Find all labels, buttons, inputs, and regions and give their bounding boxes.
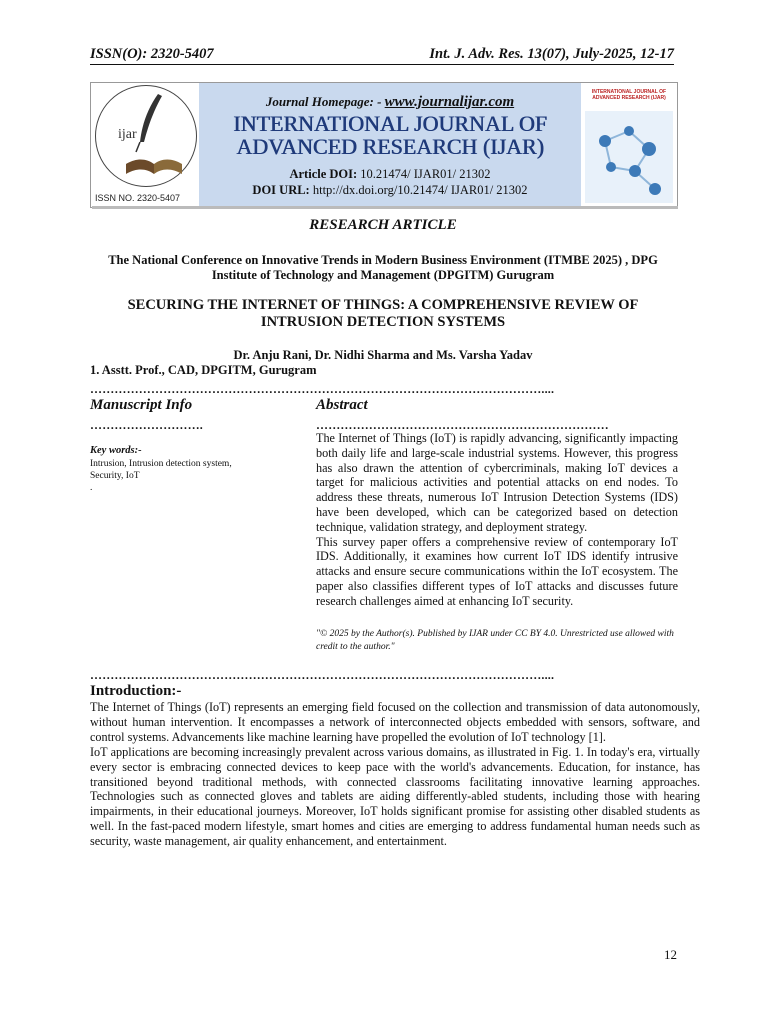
running-head-citation: Int. J. Adv. Res. 13(07), July-2025, 12-17 [429, 46, 674, 62]
article-doi-value: 10.21474/ IJAR01/ 21302 [360, 167, 491, 181]
conference-line2: Institute of Technology and Management (DPGITM) Gurugram [211, 268, 555, 282]
dotted-rule-right: ……………………………………………………………… [316, 419, 609, 431]
abstract-paragraph-2: This survey paper offers a comprehensive review of contemporary IoT IDS. Additionally, it examines how current IoT IDS identify intrusive attacks and ensure secure communications within the IoT ecosystem. The paper also classifies different types of IoT attacks and discusses future research challenges aimed at enhancing IoT security. [316, 534, 678, 608]
keywords-list [90, 458, 275, 494]
molecule-illustration [585, 111, 673, 203]
running-head-issn: ISSN(O): 2320-5407 [90, 46, 214, 62]
keywords-line2: Security, IoT [90, 471, 140, 481]
journal-logo-panel [91, 83, 198, 207]
introduction-heading: Introduction:- [90, 683, 182, 699]
logo-wordmark: ijar [118, 127, 137, 142]
logo-issn: ISSN NO. 2320-5407 [95, 193, 181, 203]
license-notice: "© 2025 by the Author(s). Published by IJAR under CC BY 4.0. Unrestricted use allowed with credit to the author." [316, 629, 674, 652]
page-number: 12 [664, 947, 677, 962]
quill-book-icon [96, 86, 196, 186]
keywords-line1: Intrusion, Intrusion detection system, [90, 459, 232, 469]
author-list: Dr. Anju Rani, Dr. Nidhi Sharma and Ms. Varsha Yadav [233, 348, 533, 362]
abstract-text [316, 431, 678, 609]
article-doi-label: Article DOI: [289, 167, 358, 181]
introduction-paragraph-1: The Internet of Things (IoT) represents an emerging field focused on the collection and transmission of data autonomously, without human intervention. It encompasses a network of interconnected objects embedded with sensors, software, and control systems. Advancements like machine learning have propelled the evolution of IoT technology [1]. [90, 700, 700, 744]
author-affiliation: 1. Asstt. Prof., CAD, DPGITM, Gurugram [90, 363, 317, 377]
journal-title [199, 112, 581, 158]
journal-title-line1: INTERNATIONAL JOURNAL OF [233, 111, 547, 136]
doi-url [199, 183, 581, 198]
paper-title [90, 297, 676, 331]
introduction-paragraph-2: IoT applications are becoming increasingly prevalent across various domains, as illustrated in Fig. 1. In today's era, virtually every sector is embracing connected devices to keep pace with the world's advancements. Education, for instance, has transitioned beyond traditional methods, with connected classrooms facilitating innovative learning approaches. Technologies such as connected gloves and tablets are aiding differently-abled students, including those with hearing impairments, in their educational journeys. Moreover, IoT holds significant promise for assisting other disabled students as well. In the fast-paced modern lifestyle, smart homes and cities are emerging to address fundamental human needs such as security, waste management, air quality enhancement, and entertainment. [90, 744, 700, 849]
journal-homepage [199, 94, 581, 111]
dotted-rule-top: ………………………………………………………………………………………………….... [90, 383, 555, 395]
manuscript-info-heading: Manuscript Info [90, 397, 193, 413]
article-type-label: RESEARCH ARTICLE [309, 217, 457, 233]
doi-url-label: DOI URL: [252, 183, 310, 197]
journal-title-line2: ADVANCED RESEARCH (IJAR) [236, 134, 544, 159]
abstract-heading: Abstract [316, 397, 368, 413]
dotted-rule-left: ………………………. [90, 419, 203, 431]
homepage-label: Journal Homepage: - [265, 94, 385, 109]
journal-cover-thumbnail [581, 83, 677, 207]
journal-info-panel [199, 83, 581, 207]
journal-logo [95, 85, 197, 187]
banner-shadow [92, 206, 678, 209]
doi-url-link[interactable]: http://dx.doi.org/10.21474/ IJAR01/ 21302 [312, 183, 528, 197]
running-head [90, 46, 674, 65]
journal-banner [90, 82, 678, 208]
keywords-label: Key words:- [90, 445, 142, 456]
paper-title-line1: SECURING THE INTERNET OF THINGS: A COMPREHENSIVE REVIEW OF [127, 297, 639, 313]
homepage-link[interactable]: www.journalijar.com [384, 94, 515, 110]
conference-line1: The National Conference on Innovative Trends in Modern Business Environment (ITMBE 2025) , DPG [108, 253, 658, 267]
cover-title: INTERNATIONAL JOURNAL OF ADVANCED RESEARCH (IJAR) [591, 89, 667, 101]
article-doi [199, 167, 581, 182]
conference-name [90, 253, 676, 283]
dotted-rule-bottom: ………………………………………………………………………………………………….... [90, 669, 555, 681]
abstract-paragraph-1: The Internet of Things (IoT) is rapidly advancing, significantly impacting both daily life and large-scale industrial systems. However, this progress has also drawn the attention of cybercriminals, making IoT devices a target for malicious activities and potential attacks on end nodes. To address these threats, numerous IoT Intrusion Detection Systems (IDS) have been developed, which can be categorized based on detection technique, validation strategy, and deployment strategy. [316, 431, 678, 534]
introduction-text [90, 700, 700, 849]
keywords-end-dot: . [90, 483, 93, 493]
paper-title-line2: INTRUSION DETECTION SYSTEMS [260, 314, 506, 330]
